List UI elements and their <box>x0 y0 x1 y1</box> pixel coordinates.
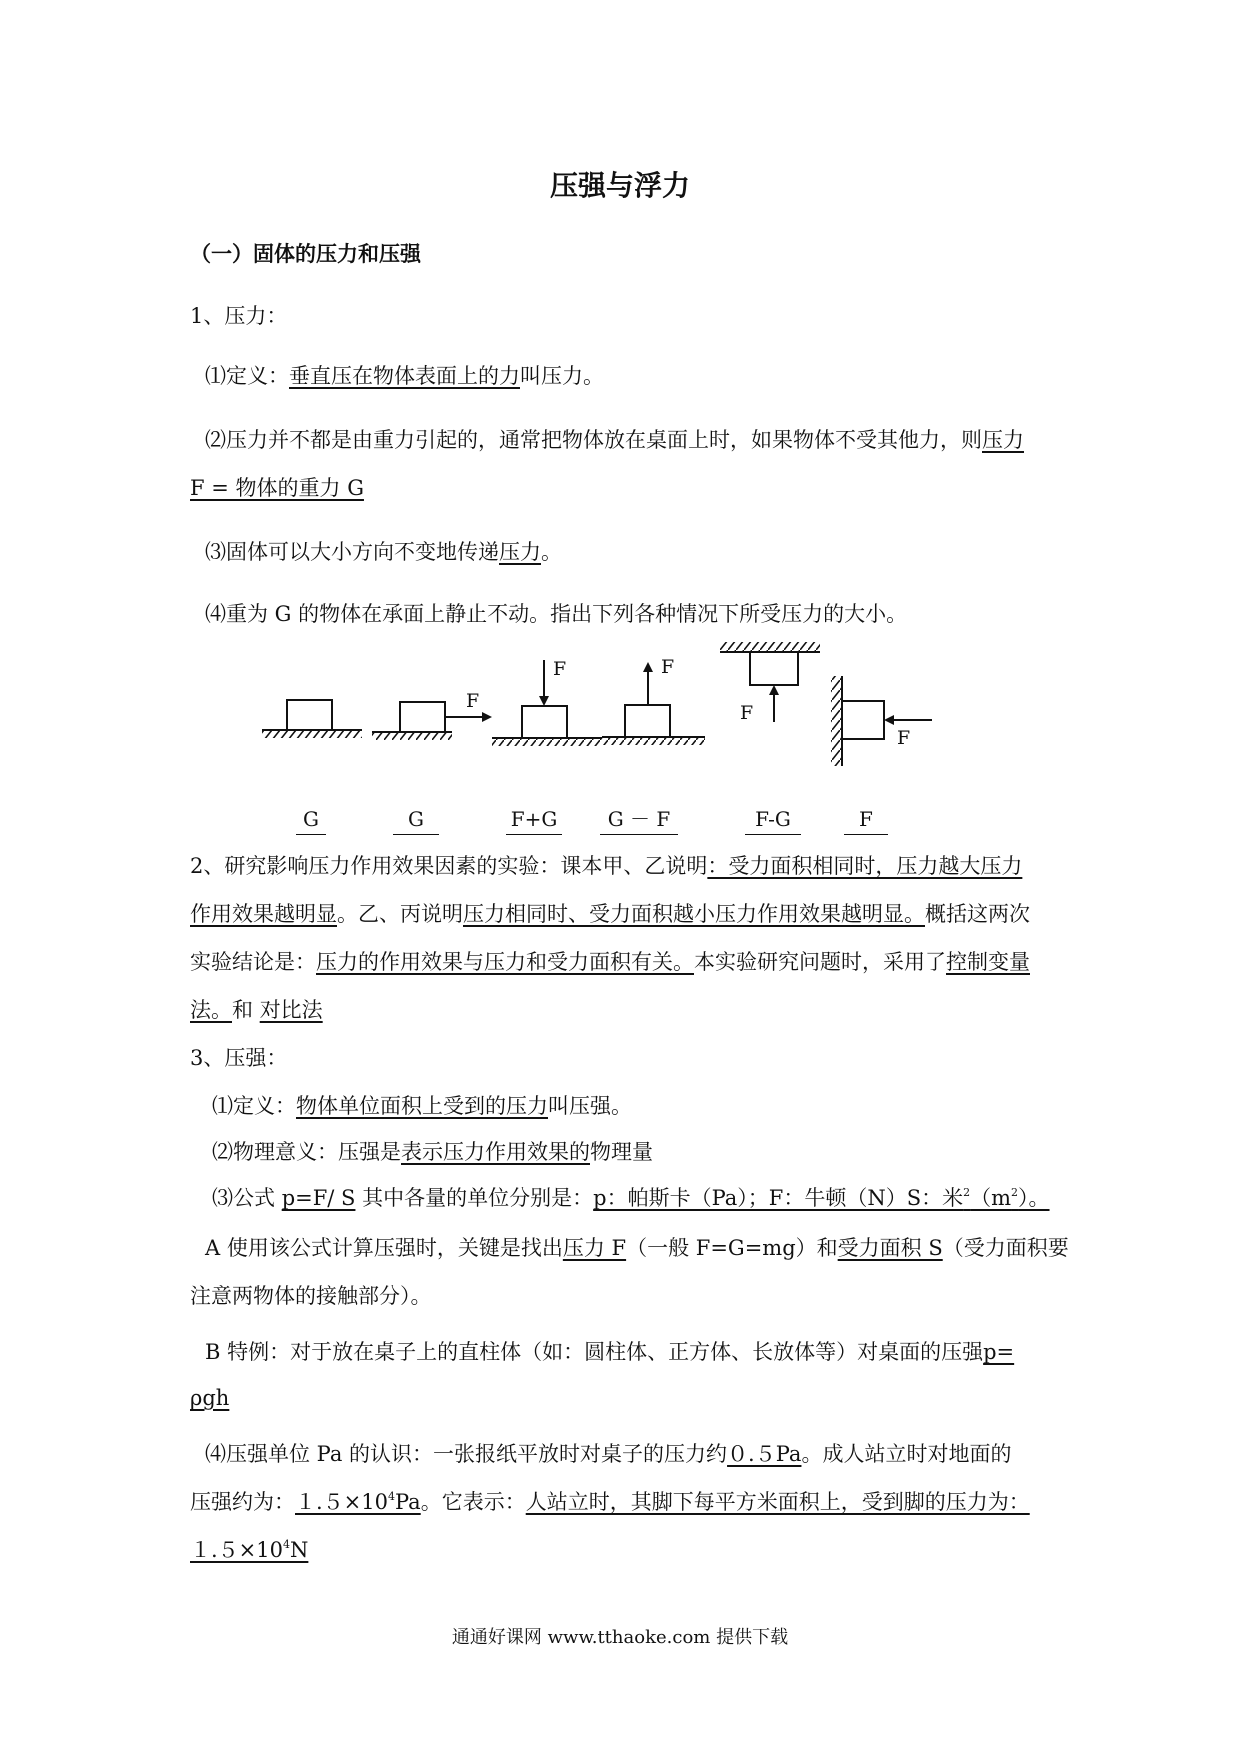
answer-underlined: 控制变量 <box>946 950 1030 974</box>
unit-item-line-2 <box>190 1488 1030 1516</box>
text: ⑶固体可以大小方向不变地传递 <box>205 540 499 564</box>
text: 叫压力。 <box>520 364 604 388</box>
answer-2: G <box>393 806 439 835</box>
superscript: 4 <box>388 1490 395 1503</box>
experiment-line-1 <box>190 852 1022 880</box>
answer-underlined: 对比法 <box>259 998 323 1022</box>
text: （一般 F=G=mg）和 <box>626 1236 838 1260</box>
answer-underlined: 作用效果越明显 <box>190 902 337 926</box>
section-heading: （一）固体的压力和压强 <box>190 241 421 266</box>
text: B 特例：对于放在桌子上的直柱体（如：圆柱体、正方体、长放体等）对桌面的压强 <box>205 1340 984 1364</box>
answer-underlined: 法。 <box>190 998 232 1022</box>
intensity-formula <box>212 1184 1050 1212</box>
superscript: 4 <box>283 1538 290 1551</box>
experiment-line-3 <box>190 948 1030 976</box>
unit: N <box>290 1538 309 1562</box>
diagram-wall <box>831 676 932 766</box>
answer-4: G － F <box>600 806 678 835</box>
answer-underlined <box>190 1538 308 1562</box>
force-label: F <box>553 658 567 680</box>
text: 其中各量的单位分别是： <box>355 1186 594 1210</box>
force-label: F <box>897 727 911 749</box>
note-a-line-2: 注意两物体的接触部分）。 <box>190 1284 432 1308</box>
answer-underlined: 人站立时，其脚下每平方米面积上，受到脚的压力为： <box>525 1490 1030 1514</box>
answer-underlined: ：受力面积相同时，压力越大压力 <box>707 854 1023 878</box>
answer-underlined: 压力的作用效果与压力和受力面积有关。 <box>316 950 694 974</box>
answer-6: F <box>844 806 888 835</box>
force-label: F <box>740 702 754 724</box>
text: 和 <box>232 998 260 1022</box>
answer-underlined: 压力 <box>499 540 541 564</box>
text: （受力面积要 <box>942 1236 1069 1260</box>
text: 实验结论是： <box>190 950 316 974</box>
diagram-ceiling <box>720 642 820 722</box>
units-text: （m <box>970 1186 1012 1210</box>
pressure-item-2 <box>205 426 1024 454</box>
force-diagrams <box>0 630 1240 780</box>
intensity-definition <box>212 1092 632 1120</box>
experiment-line-4 <box>190 996 323 1024</box>
diagram-rest-on-ground <box>262 700 362 738</box>
answer-1: G <box>296 806 326 835</box>
superscript: 2 <box>1011 1186 1019 1199</box>
note-a-line-1 <box>205 1234 1069 1262</box>
answer-underlined: 受力面积 S <box>837 1236 943 1260</box>
pressure-heading: 1、压力： <box>190 304 288 328</box>
text: 。它表示： <box>420 1490 526 1514</box>
text: ⑷压强单位 Pa 的认识：一张报纸平放时对桌子的压力约 <box>205 1442 728 1466</box>
answer-underlined: 压力 F <box>562 1236 627 1260</box>
unit-item-line-3 <box>190 1536 308 1564</box>
unit: Pa <box>395 1490 421 1514</box>
page-footer: 通通好课网 www.tthaoke.com 提供下载 <box>451 1627 789 1648</box>
text: 。 <box>541 540 562 564</box>
answer-5: F-G <box>745 806 801 835</box>
text: A 使用该公式计算压强时，关键是找出 <box>205 1236 563 1260</box>
text: 2、研究影响压力作用效果因素的实验：课本甲、乙说明 <box>190 854 708 878</box>
text: ⑶公式 <box>212 1186 282 1210</box>
label: ⑴定义： <box>205 364 289 388</box>
experiment-line-2 <box>190 900 1030 928</box>
answer-underlined: 压力 <box>982 428 1024 452</box>
text: ⑵压力并不都是由重力引起的，通常把物体放在桌面上时，如果物体不受其他力，则 <box>205 428 982 452</box>
units <box>593 1186 1049 1210</box>
pressure-item-3 <box>205 538 562 566</box>
pressure-item-4: ⑷重为 G 的物体在承面上静止不动。指出下列各种情况下所受压力的大小。 <box>205 602 908 626</box>
text: 物理量 <box>590 1140 653 1164</box>
intensity-meaning <box>212 1138 653 1166</box>
units-text: p：帕斯卡（Pa）；F：牛顿（N）S：米 <box>593 1186 964 1210</box>
note-b-line-1 <box>205 1338 1014 1366</box>
page-title: 压强与浮力 <box>549 169 690 202</box>
text: 叫压强。 <box>548 1094 632 1118</box>
force-label: F <box>661 656 675 678</box>
diagram-push-down <box>492 660 602 746</box>
note-b-line-2 <box>190 1384 229 1412</box>
answer-3: F+G <box>506 806 562 835</box>
label: ⑴定义： <box>212 1094 296 1118</box>
answer-underlined <box>295 1490 421 1514</box>
text: 。乙、丙说明 <box>337 902 463 926</box>
text: 概括这两次 <box>925 902 1030 926</box>
answer-underlined: 垂直压在物体表面上的力 <box>289 364 520 388</box>
answer-underlined: ０.５Pa <box>727 1442 802 1466</box>
answer-underlined: F = 物体的重力 G <box>190 476 364 500</box>
answer-underlined: 表示压力作用效果的 <box>401 1140 590 1164</box>
text: 。成人站立时对地面的 <box>801 1442 1012 1466</box>
value: １.５×10 <box>190 1538 283 1562</box>
value: １.５×10 <box>295 1490 388 1514</box>
diagram-pull-up <box>602 664 705 745</box>
units-text: ）。 <box>1018 1186 1050 1210</box>
text: 压强约为： <box>190 1490 295 1514</box>
unit-item-line-1 <box>205 1440 1011 1468</box>
pressure-intensity-heading: 3、压强： <box>190 1046 288 1070</box>
formula: p=F/ S <box>281 1186 356 1210</box>
pressure-definition <box>205 362 604 390</box>
pressure-item-2-cont <box>190 474 364 502</box>
text: ⑵物理意义：压强是 <box>212 1140 401 1164</box>
answer-underlined: 压力相同时、受力面积越小压力作用效果越明显。 <box>463 902 925 926</box>
force-label: F <box>466 690 480 712</box>
answer-underlined: ρgh <box>190 1386 230 1410</box>
superscript: 2 <box>963 1186 971 1199</box>
text: 本实验研究问题时，采用了 <box>694 950 946 974</box>
answer-underlined: p= <box>983 1340 1015 1364</box>
answer-underlined: 物体单位面积上受到的压力 <box>296 1094 548 1118</box>
